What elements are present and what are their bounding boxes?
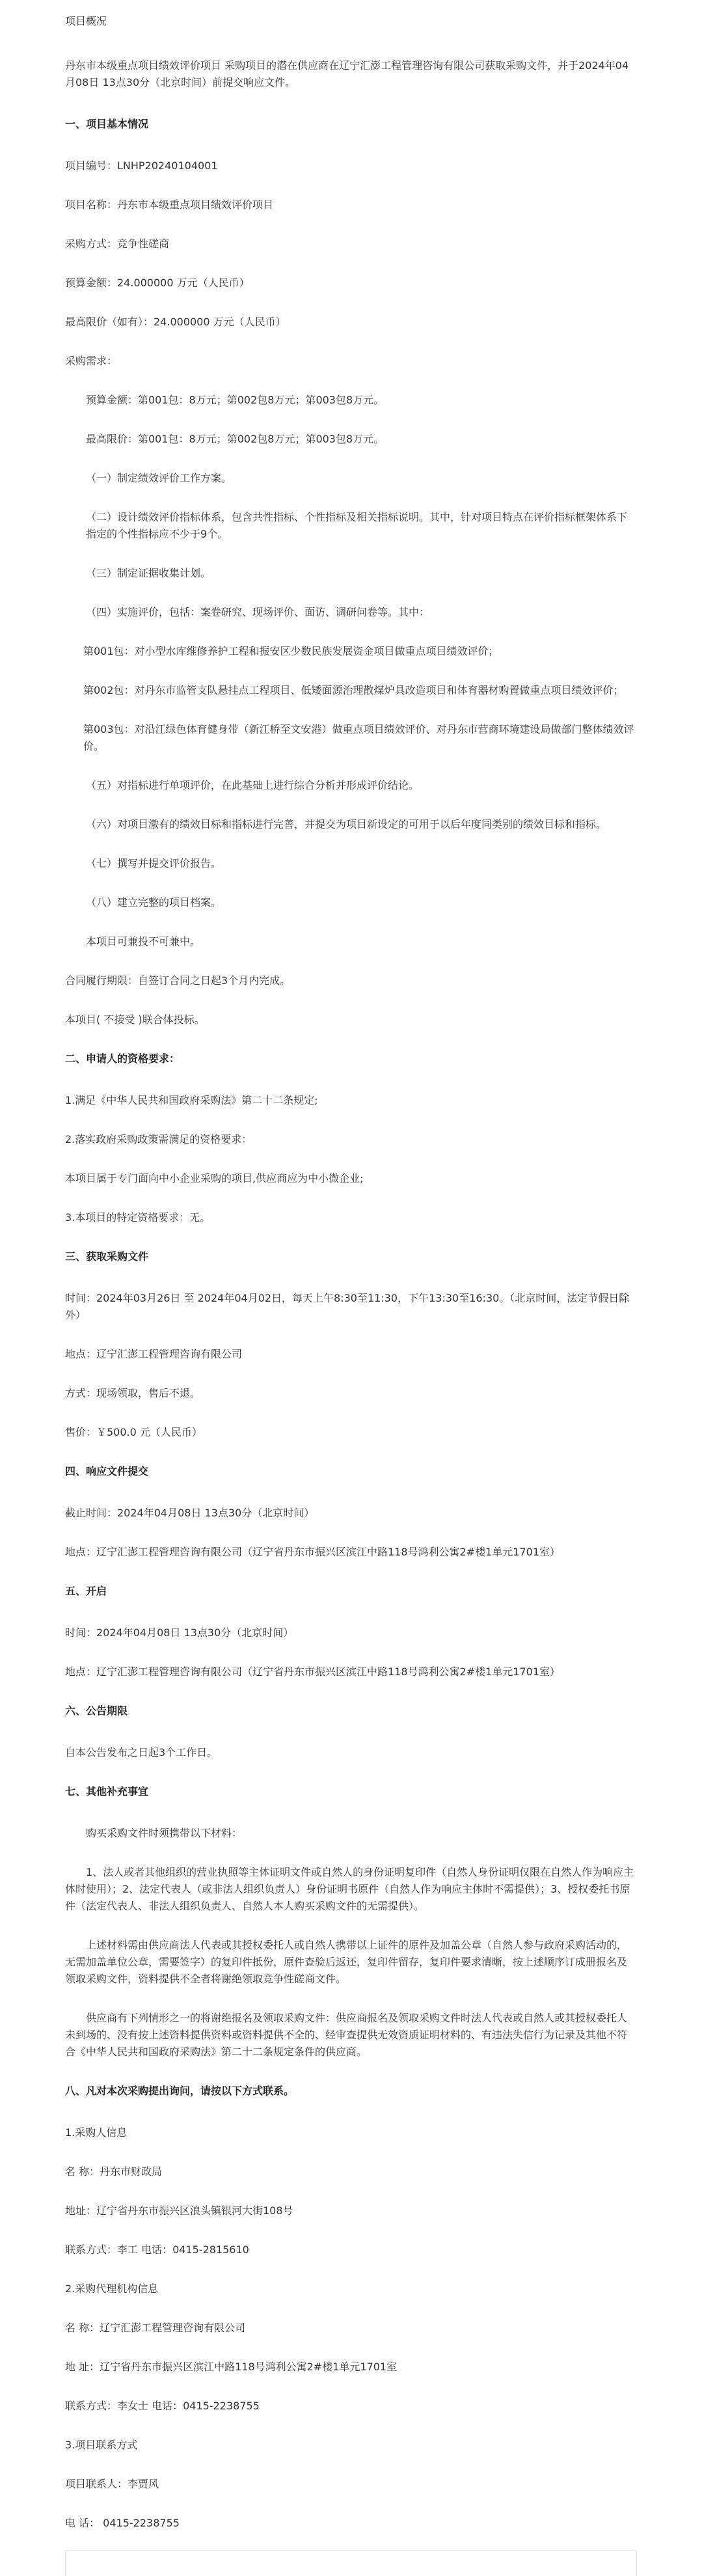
qualification-3: 3.本项目的特定资格要求：无。 xyxy=(65,1211,211,1224)
requirement-item-5: （五）对指标进行单项评价，在此基础上进行综合分析并形成评价结论。 xyxy=(86,779,420,791)
section-6-heading: 六、公告期限 xyxy=(65,1705,128,1717)
section-4-heading: 四、响应文件提交 xyxy=(65,1465,149,1477)
announcement-period: 自本公告发布之日起3个工作日。 xyxy=(65,1746,218,1759)
qualification-2-detail: 本项目属于专门面向中小企业采购的项目,供应商应为中小微企业; xyxy=(65,1172,364,1185)
materials-intro: 购买采购文件时须携带以下材料： xyxy=(86,1827,243,1839)
section-7-heading: 七、其他补充事宜 xyxy=(65,1785,149,1798)
package-001: 第001包：对小型水库维修养护工程和振安区少数民族发展资金项目做重点项目绩效评价； xyxy=(83,645,499,657)
agency-address: 地 址：辽宁省丹东市振兴区滨江中路118号鸿利公寓2#楼1单元1701室 xyxy=(65,2361,398,2373)
materials-list: 1、法人或者其他组织的营业执照等主体证明文件或自然人的身份证明复印件（自然人身份证明仅限在自然人作为响应主体时使用）；2、法定代表人（或非法人组织负责人）身份证明书原件（自然人作为响应主体时不需提供）；3、授权委托书原件（法定代表人、非法人组织负责人、自然人本人购买采购文件的无需提供）。 xyxy=(65,1866,634,1912)
materials-requirements: 上述材料需由供应商法人代表或其授权委托人或自然人携带以上证件的原件及加盖公章（自然人参与政府采购活动的，无需加盖单位公章，需要签字）的复印件抵份，原件查验后返还，复印件留存，复印件要求清晰，按上述顺序订成册报名及领取采购文件，资料提供不全者将谢绝领取竞争性磋商文件。 xyxy=(65,1939,628,1985)
purchaser-contact: 联系方式：李工 电话：0415-2815610 xyxy=(65,2243,249,2256)
budget-amount: 预算金额：24.000000 万元（人民币） xyxy=(65,277,250,289)
package-002: 第002包：对丹东市监管支队悬挂点工程项目、低矮面源治理散煤炉具改造项目和体育器材购置做重点项目绩效评价； xyxy=(83,684,624,696)
agency-info-title: 2.采购代理机构信息 xyxy=(65,2282,159,2295)
requirement-item-7: （七）撰写并提交评价报告。 xyxy=(86,857,222,870)
qualification-1: 1.满足《中华人民共和国政府采购法》第二十二条规定; xyxy=(65,1094,318,1106)
requirement-item-6: （六）对项目激有的绩效目标和指标进行完善，并提交为项目新设定的可用于以后年度同类别的绩效目标和指标。 xyxy=(86,818,607,830)
project-name: 项目名称：丹东市本级重点项目绩效评价项目 xyxy=(65,199,274,211)
procurement-method: 采购方式：竞争性磋商 xyxy=(65,238,170,250)
requirement-item-4: （四）实施评价，包括：案卷研究、现场评价、面访、调研问卷等。其中： xyxy=(86,606,430,618)
section-5-heading: 五、开启 xyxy=(65,1585,107,1597)
document-acquisition-time: 时间：2024年03月26日 至 2024年04月02日，每天上午8:30至11:30，下午13:30至16:30。（北京时间，法定节假日除外） xyxy=(65,1292,630,1321)
requirement-item-2: （二）设计绩效评价指标体系，包含共性指标、个性指标及相关指标说明。其中，针对项目特点在评价指标框架体系下指定的个性指标应不少于9个。 xyxy=(86,511,628,540)
requirements-max-price: 最高限价：第001包：8万元；第002包8万元；第003包8万元。 xyxy=(86,433,385,445)
requirement-item-1: （一）制定绩效评价工作方案。 xyxy=(86,472,232,484)
document-acquisition-place: 地点：辽宁汇澎工程管理咨询有限公司 xyxy=(65,1348,243,1360)
max-price: 最高限价（如有）：24.000000 万元（人民币） xyxy=(65,316,286,328)
requirement-item-8: （八）建立完整的项目档案。 xyxy=(86,896,222,909)
requirement-item-3: （三）制定证据收集计划。 xyxy=(86,567,211,579)
requirements-title: 采购需求： xyxy=(65,355,118,367)
project-contact-title: 3.项目联系方式 xyxy=(65,2439,138,2451)
agency-contact: 联系方式：李女士 电话：0415-2238755 xyxy=(65,2400,260,2412)
bid-restriction: 本项目可兼投不可兼中。 xyxy=(86,935,201,948)
section-1-heading: 一、项目基本情况 xyxy=(65,118,149,130)
section-8-heading: 八、凡对本次采购提出询问，请按以下方式联系。 xyxy=(65,2085,295,2097)
section-2-heading: 二、申请人的资格要求： xyxy=(65,1052,180,1065)
overview-title: 项目概况 xyxy=(65,15,107,27)
consortium-policy: 本项目( 不接受 )联合体投标。 xyxy=(65,1013,205,1026)
submission-place: 地点：辽宁汇澎工程管理咨询有限公司（辽宁省丹东市振兴区滨江中路118号鸿利公寓2#楼1单元1701室） xyxy=(65,1546,561,1558)
package-003: 第003包：对沿江绿色体育健身带（新江桥至文安港）做重点项目绩效评价、对丹东市营商环境建设局做部门整体绩效评价。 xyxy=(83,723,634,752)
purchaser-info-title: 1.采购人信息 xyxy=(65,2126,128,2139)
purchaser-address: 地址：辽宁省丹东市振兴区浪头镇银河大街108号 xyxy=(65,2204,293,2217)
project-contact-person: 项目联系人：李贾风 xyxy=(65,2478,159,2490)
project-number: 项目编号：LNHP20240104001 xyxy=(65,159,218,172)
agency-name: 名 称：辽宁汇澎工程管理咨询有限公司 xyxy=(65,2322,246,2334)
document-price: 售价：￥500.0 元（人民币） xyxy=(65,1426,202,1438)
qualification-2: 2.落实政府采购政策需满足的资格要求： xyxy=(65,1133,252,1145)
opening-place: 地点：辽宁汇澎工程管理咨询有限公司（辽宁省丹东市振兴区滨江中路118号鸿利公寓2#楼1单元1701室） xyxy=(65,1665,561,1678)
intro-paragraph: 丹东市本级重点项目绩效评价项目 采购项目的潜在供应商在辽宁汇澎工程管理咨询有限公司获取采购文件，并于2024年04月08日 13点30分（北京时间）前提交响应文件。 xyxy=(65,59,629,89)
submission-deadline: 截止时间：2024年04月08日 13点30分（北京时间） xyxy=(65,1507,315,1519)
purchaser-name: 名 称：丹东市财政局 xyxy=(65,2165,163,2178)
opening-time: 时间：2024年04月08日 13点30分（北京时间） xyxy=(65,1626,294,1639)
rejection-conditions: 供应商有下列情形之一的将谢绝报名及领取采购文件：供应商报名及领取采购文件时法人代表或自然人或其授权委托人未到场的、没有按上述资料提供资料或资料提供不全的、经审查提供无效资质证明材料的、有违法失信行为记录及其他不符合《中华人民共和国政府采购法》第二十二条规定条件的供应商。 xyxy=(65,2012,628,2058)
attachment-panel xyxy=(65,2550,637,2576)
document-acquisition-method: 方式：现场领取，售后不退。 xyxy=(65,1387,201,1399)
project-contact-phone: 电 话： 0415-2238755 xyxy=(65,2517,180,2529)
requirements-budget: 预算金额：第001包：8万元；第002包8万元；第003包8万元。 xyxy=(86,394,385,406)
contract-period: 合同履行期限：自签订合同之日起3个月内完成。 xyxy=(65,974,291,987)
section-3-heading: 三、获取采购文件 xyxy=(65,1250,149,1263)
